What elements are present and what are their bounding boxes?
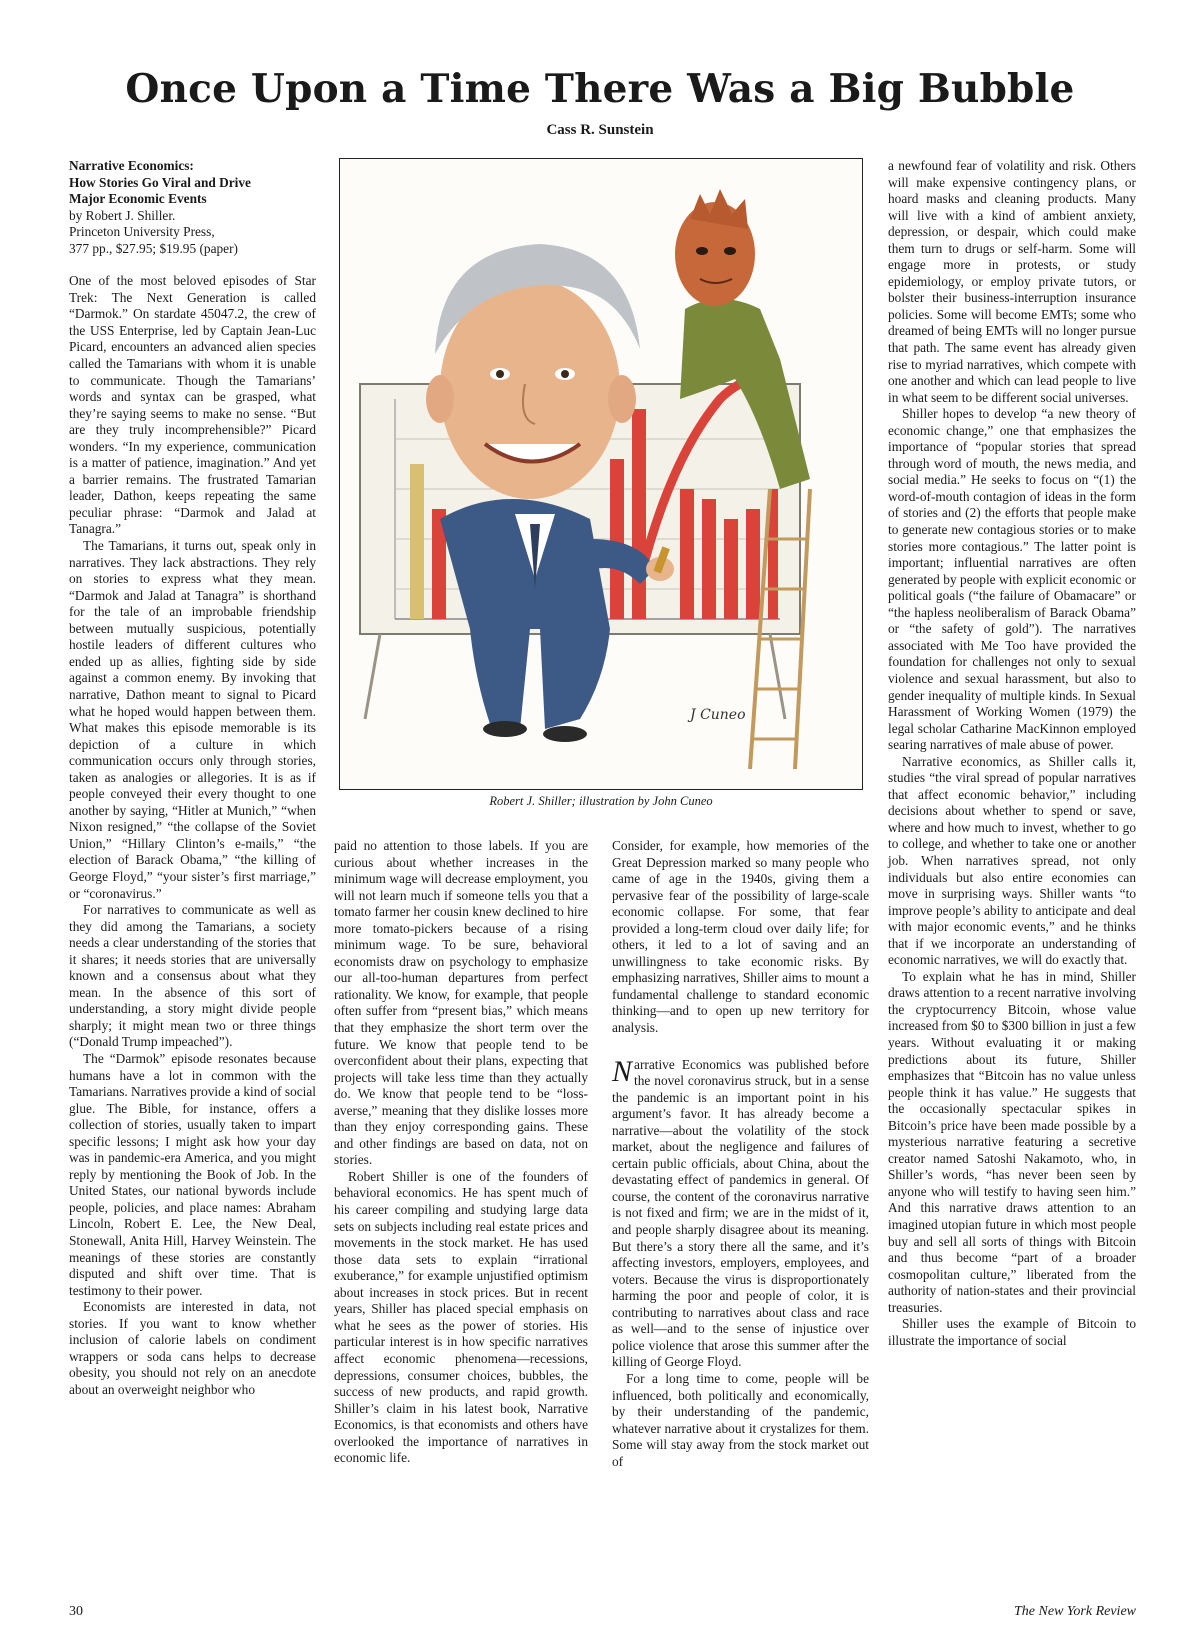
paragraph: Economists are interested in data, not stories. If you want to know whether inclusion of calorie labels on condiment wrappers or soda cans helps to decrease obesity, you should not rely on an anecdote about an overweight neighbor who — [69, 1299, 316, 1397]
caricature-illustration — [340, 159, 862, 789]
paragraph: Shiller hopes to develop “a new theory of economic change,” one that emphasizes the importance of “popular stories that spread through word of mouth, the news media, and social media.” He seeks to focus on “(1) the word-of-mouth contagion of ideas in the form of stories and (2) the efforts that people make to generate new contagious stories or to make stories more contagious.” The latter point is important; influential narratives are often generated by people with explicit economic or political goals (“the failure of Obamacare” or “the hapless neoliberalism of Barack Obama” or “the safety of gold”). The narratives associated with Me Too have provided the foundation for challenges not only to sexual violence and sexual harassment, but also to gender inequality of multiple kinds. In Sexual Harassment of Working Women (1979) the legal scholar Catharine MacKinnon employed searing narratives of male abuse of power. — [888, 406, 1136, 753]
paragraph: For narratives to communicate as well as they did among the Tamarians, a society needs a clear understanding of the stories that it shares; it needs stories that are universally known and a consensus about what they mean. In the absence of this sort of understanding, a story might divide people sharply; it might mean two or three things (“Donald Trump impeached”). — [69, 902, 316, 1050]
book-title-line-2: How Stories Go Viral and Drive — [69, 174, 251, 190]
paragraph: paid no attention to those labels. If you are curious about whether increases in the minimum wage will decrease employment, you will not learn much if someone tells you that a tomato farmer her cousin knew declined to hire more tomato-pickers because of a rising minimum wage. To be sure, behavioral economists draw on psychology to emphasize our all-too-human departures from perfect rationality. We know, for example, that people often suffer from “present bias,” which means that they emphasize the short term over the future. We know that people tend to be overconfident about their plans, expecting that projects will take less time than they actually do. We know that people tend to be “loss-averse,” meaning that they dislike losses more than they enjoy corresponding gains. These and other findings are based on data, not on stories. — [334, 838, 588, 1168]
paragraph: Narrative economics, as Shiller calls it, studies “the viral spread of popular narratives that affect economic behavior,” including decisions about whether to spend or save, where and how much to invest, whether to go to college, and whether to take one or another job. When narratives spread, not only individuals but also entire economies can move in surprising ways. Shiller wants “to improve people’s ability to anticipate and deal with major economic events,” and he thinks that if we incorporate an understanding of economic narratives, we will do exactly that. — [888, 753, 1136, 968]
book-title-line-1: Narrative Economics: — [69, 158, 194, 173]
book-info — [69, 158, 316, 257]
article-title: Once Upon a Time There Was a Big Bubble — [125, 66, 1075, 112]
paragraph: One of the most beloved episodes of Star Trek: The Next Generation is called “Darmok.” On stardate 45047.2, the crew of the USS Enterprise, led by Captain Jean-Luc Picard, encounters an advanced alien species called the Tamarians with whom it is unable to communicate. Though the Tamarians’ words and syntax can be grasped, what they’re saying seems to make no sense. “But are they truly incomprehensible?” Picard wonders. “In my experience, communication is a matter of patience, imagination.” And yet a barrier remains. The frustrated Tamarian leader, Dathon, keeps repeating the same peculiar phrase: “Darmok and Jalad at Tanagra.” — [69, 273, 316, 537]
text-column-4 — [888, 158, 1136, 1349]
paragraph-with-dropcap — [612, 1054, 869, 1371]
paragraph: a newfound fear of volatility and risk. Others will make expensive contingency plans, or hoard masks and cleaning products. Many will live with a kind of ambient anxiety, depression, or despair, which could make them turn to drugs or self-harm. Some will engage more in protests, or study epidemiology, or employ private tutors, or bolster their business-interruption insurance policies. Some will become EMTs; some who dreamed of being EMTs will no longer pursue that path. The same event has already given rise to myriad narratives, which compete with one another and which can lead people to live in what seem to be different social universes. — [888, 158, 1136, 405]
paragraph: Robert Shiller is one of the founders of behavioral economics. He has spent much of his career compiling and studying large data sets on subjects including real estate prices and movements in the stock market. He has used those data sets to explain “irrational exuberance,” for example unjustified optimism about increases in stock prices. But in recent years, Shiller has placed special emphasis on what he sees as the power of stories. His particular interest is in how specific narratives affect economic phenomena—recessions, depressions, consumer choices, bubbles, the success of new products, and rapid growth. Shiller’s claim in his latest book, Narrative Economics, is that economists and others have overlooked the importance of narratives in economic life. — [334, 1168, 588, 1466]
book-title-line-3: Major Economic Events — [69, 191, 207, 207]
illustration-frame — [339, 158, 863, 790]
section-break — [612, 1037, 869, 1057]
paragraph: The “Darmok” episode resonates because humans have a lot in common with the Tamarians. Narratives provide a kind of social glue. The Bible, for instance, offers a collection of stories, usually taken to impart specific lessons; I might ask how your day was in pandemic-era America, and you might reply by mentioning the Book of Job. In the United States, our national bywords include people, policies, and place names: Abraham Lincoln, Robert E. Lee, the New Deal, Stonewall, Anita Hill, Harvey Weinstein. The meanings of these stories are constantly disputed and shift over time. That is testimony to their power. — [69, 1050, 316, 1298]
paragraph-text: arrative Economics was published before the novel coronavirus struck, but in a sense the pandemic is an important point in his argument’s favor. It has already become a narrative—about the volatility of the stock market, about the negligence and failures of certain public officials, about China, about the devastating effect of pandemics in general. Of course, the content of the coronavirus narrative is not fixed and firm; we are in the midst of it, and people sharply disagree about its meaning. But there’s a story there all the same, and it’s affecting investors, employers, employees, and voters. Because the virus is disproportionately harming the poor and people of color, it is contributing to narratives about class and race as well—and to the sense of injustice over police violence that arose this summer after the killing of George Floyd. — [612, 1056, 869, 1370]
text-column-3 — [612, 838, 869, 1470]
illustrator-signature: J Cuneo — [690, 707, 746, 723]
text-column-1 — [69, 158, 316, 1398]
paragraph: To explain what he has in mind, Shiller draws attention to a recent narrative involving the cryptocurrency Bitcoin, whose value increased from $0 to $300 billion in just a few years. Without evaluating it or making predictions about its future, Shiller emphasizes that “Bitcoin has no value unless people think it has value.” He suggests that the occasionally spectacular spikes in Bitcoin’s price have been made possible by a mysterious narrative featuring a secretive creator named Satoshi Nakamoto, who, in Shiller’s words, “has never been seen by anyone who will testify to having seen him.” And this narrative draws attention to an imagined utopian future in which most people buy and sell all sorts of things with Bitcoin and thus become “part of a broader cosmopolitan culture,” liberated from the authority of nation-states and their provincial treasuries. — [888, 968, 1136, 1315]
book-publisher: Princeton University Press, — [69, 224, 215, 240]
article-author: Cass R. Sunstein — [546, 122, 654, 138]
book-author: by Robert J. Shiller. — [69, 207, 176, 223]
dropcap: N — [612, 1054, 633, 1088]
text-column-2 — [334, 838, 588, 1467]
book-details: 377 pp., $27.95; $19.95 (paper) — [69, 240, 238, 256]
paragraph: The Tamarians, it turns out, speak only in narratives. They lack abstractions. They rely on stories to express what they mean. “Darmok and Jalad at Tanagra” is shorthand for the tale of an improbable friendship between mutually suspicious, potentially hostile leaders of different cultures who ended up as allies, fighting side by side against a common enemy. By invoking that narrative, Dathon meant to signal to Picard what he hoped would happen between them. What makes this episode memorable is its depiction of a culture in which communication occurs only through stories, taken as analogies or allegories. It is as if people conveyed their every thought to one another by saying, “Hitler at Munich,” “when Nixon resigned,” “the collapse of the Soviet Union,” “Hillary Clinton’s e-mails,” “the election of Barack Obama,” “the killing of George Floyd,” “your sister’s first marriage,” or “coronavirus.” — [69, 538, 316, 901]
paragraph: Consider, for example, how memories of the Great Depression marked so many people who came of age in the 1940s, giving them a pervasive fear of the possibility of large-scale economic collapse. For some, that fear provided a long-term cloud over daily life; for others, it led to a lot of saving and an unwillingness to take economic risks. By emphasizing narratives, Shiller aims to mount a fundamental challenge to standard economic thinking—and to open up new territory for analysis. — [612, 838, 869, 1036]
paragraph: Shiller uses the example of Bitcoin to illustrate the importance of social — [888, 1316, 1136, 1348]
publication-name: The New York Review — [1014, 1604, 1136, 1619]
paragraph: For a long time to come, people will be influenced, both politically and economically, by their understanding of the pandemic, whatever narrative about it crystalizes for them. Some will stay away from the stock market out of — [612, 1370, 869, 1469]
illustration-caption: Robert J. Shiller; illustration by John Cuneo — [489, 794, 713, 808]
page-number: 30 — [69, 1604, 83, 1619]
